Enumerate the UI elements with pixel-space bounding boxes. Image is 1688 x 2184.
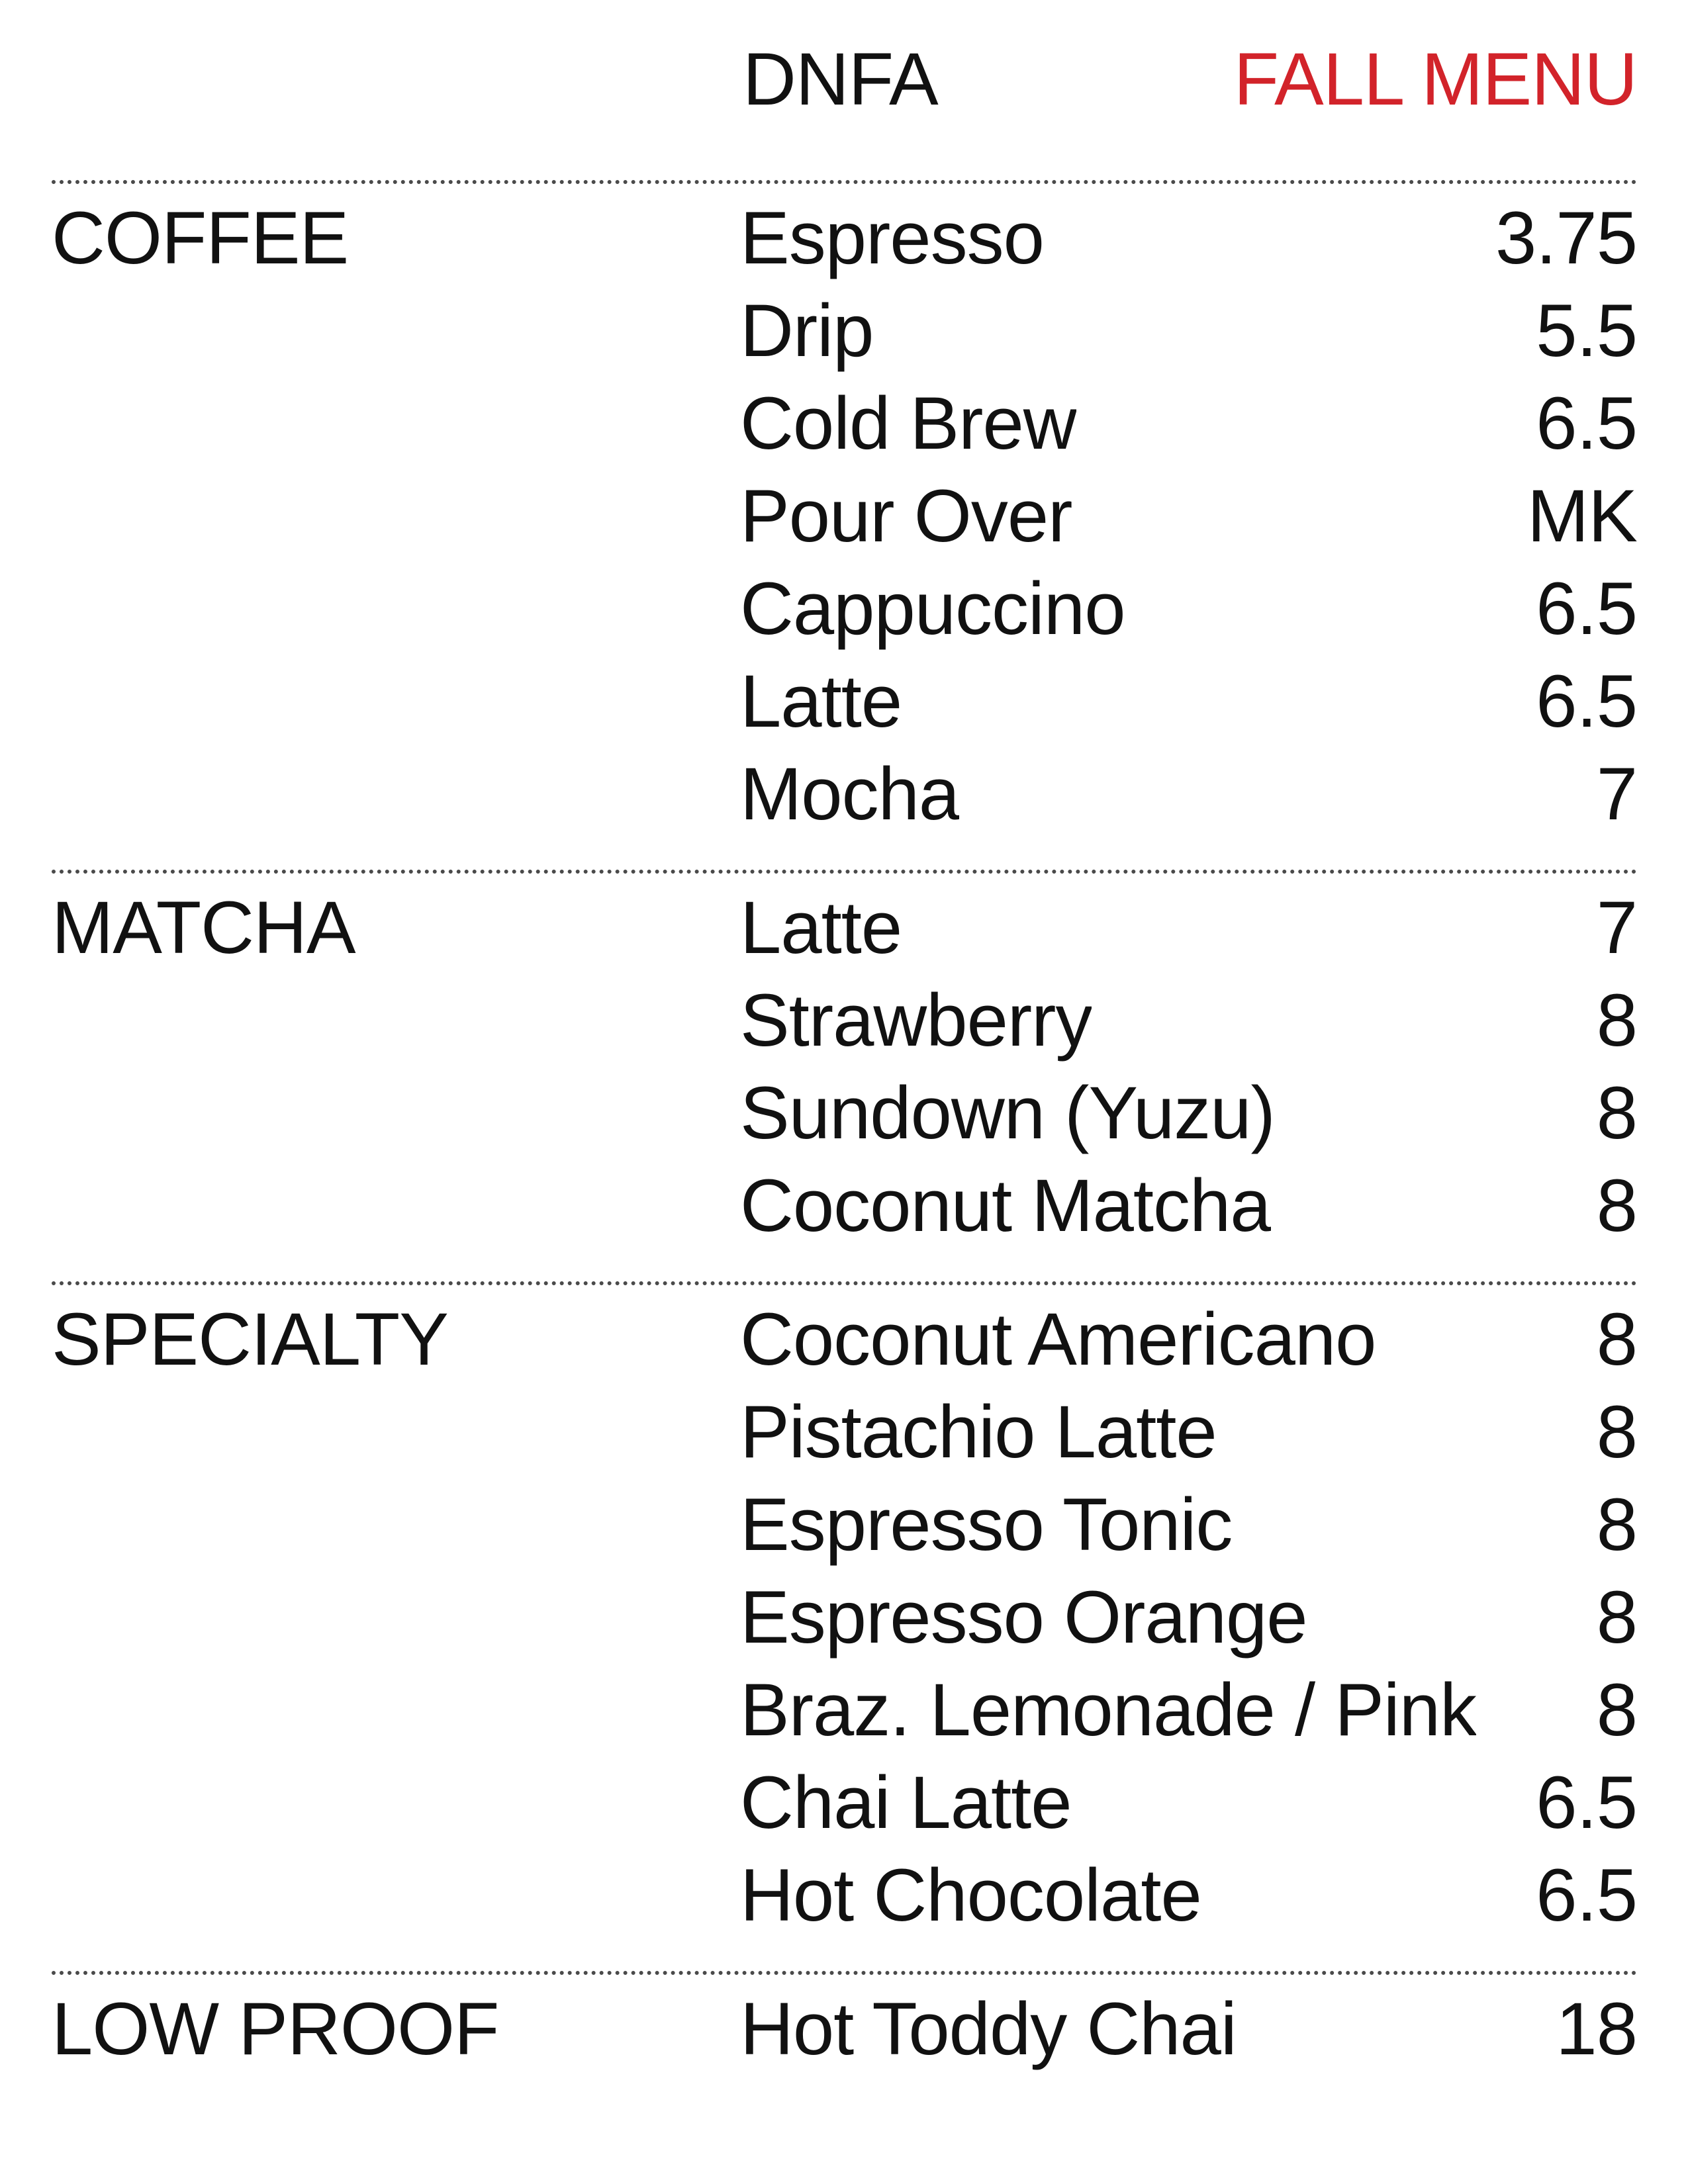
menu-item-name: Espresso Orange <box>740 1576 1307 1659</box>
menu-item-price: MK <box>1527 475 1637 557</box>
menu-item-name: Mocha <box>740 752 960 835</box>
menu-item-name: Pistachio Latte <box>740 1390 1217 1473</box>
section-items <box>740 192 1637 841</box>
section-items <box>740 1293 1637 1942</box>
menu-item-name: Hot Chocolate <box>740 1854 1201 1936</box>
menu-item <box>740 192 1637 285</box>
menu-item <box>740 1067 1637 1160</box>
menu-item-price: 8 <box>1596 1668 1637 1751</box>
menu-item-name: Coconut Americano <box>740 1298 1376 1381</box>
menu-item-name: Hot Toddy Chai <box>740 1987 1237 2070</box>
menu-item-price: 6.5 <box>1536 382 1637 465</box>
menu-item-price: 6.5 <box>1536 1761 1637 1844</box>
menu-item-name: Pour Over <box>740 475 1072 557</box>
section-heading: COFFEE <box>52 197 349 279</box>
menu-item-price: 3.75 <box>1495 197 1637 279</box>
menu-item <box>740 1983 1637 2075</box>
menu-item-price: 6.5 <box>1536 1854 1637 1936</box>
menu-item-name: Cappuccino <box>740 567 1125 650</box>
menu-item-price: 8 <box>1596 1483 1637 1566</box>
menu-item <box>740 1386 1637 1479</box>
menu-list <box>52 180 1637 2105</box>
menu-item-price: 6.5 <box>1536 660 1637 743</box>
menu-item-name: Strawberry <box>740 979 1092 1062</box>
menu-item <box>740 974 1637 1067</box>
menu-item-name: Braz. Lemonade / Pink <box>740 1668 1477 1751</box>
menu-item-name: Cold Brew <box>740 382 1076 465</box>
menu-item-price: 8 <box>1596 1071 1637 1154</box>
menu-item <box>740 470 1637 563</box>
menu-item-price: 7 <box>1596 752 1637 835</box>
menu-item <box>740 1849 1637 1942</box>
menu-item-name: Sundown (Yuzu) <box>740 1071 1275 1154</box>
menu-item-price: 8 <box>1596 979 1637 1062</box>
menu-item-price: 7 <box>1596 886 1637 969</box>
menu-header <box>0 33 1688 126</box>
section-heading: LOW PROOF <box>52 1987 499 2070</box>
menu-item-name: Latte <box>740 660 902 743</box>
menu-item-price: 8 <box>1596 1298 1637 1381</box>
menu-item <box>740 748 1637 841</box>
menu-item-price: 5.5 <box>1536 289 1637 372</box>
section-items <box>740 882 1637 1252</box>
menu-title: FALL MENU <box>1233 38 1637 120</box>
menu-item <box>740 655 1637 748</box>
section-items <box>740 1983 1637 2075</box>
menu-section-matcha <box>52 870 1637 1281</box>
menu-item-name: Drip <box>740 289 874 372</box>
menu-item-price: 8 <box>1596 1576 1637 1659</box>
menu-item <box>740 882 1637 974</box>
menu-item <box>740 1479 1637 1571</box>
menu-item-price: 8 <box>1596 1164 1637 1247</box>
menu-item-name: Latte <box>740 886 902 969</box>
brand-name: DNFA <box>743 38 938 120</box>
menu-item-name: Chai Latte <box>740 1761 1072 1844</box>
menu-item <box>740 377 1637 470</box>
menu-item-price: 18 <box>1556 1987 1637 2070</box>
menu-item <box>740 285 1637 377</box>
menu-item <box>740 1293 1637 1386</box>
menu-item <box>740 1571 1637 1664</box>
menu-item <box>740 563 1637 655</box>
menu-item <box>740 1756 1637 1849</box>
menu-section-coffee <box>52 180 1637 870</box>
menu-section-specialty <box>52 1281 1637 1971</box>
menu-item-price: 6.5 <box>1536 567 1637 650</box>
menu-item <box>740 1160 1637 1252</box>
menu-item-name: Coconut Matcha <box>740 1164 1271 1247</box>
menu-item-name: Espresso <box>740 197 1044 279</box>
menu-item-name: Espresso Tonic <box>740 1483 1233 1566</box>
menu-section-low-proof <box>52 1971 1637 2105</box>
menu-item <box>740 1664 1637 1756</box>
menu-item-price: 8 <box>1596 1390 1637 1473</box>
section-heading: SPECIALTY <box>52 1298 448 1381</box>
section-heading: MATCHA <box>52 886 355 969</box>
